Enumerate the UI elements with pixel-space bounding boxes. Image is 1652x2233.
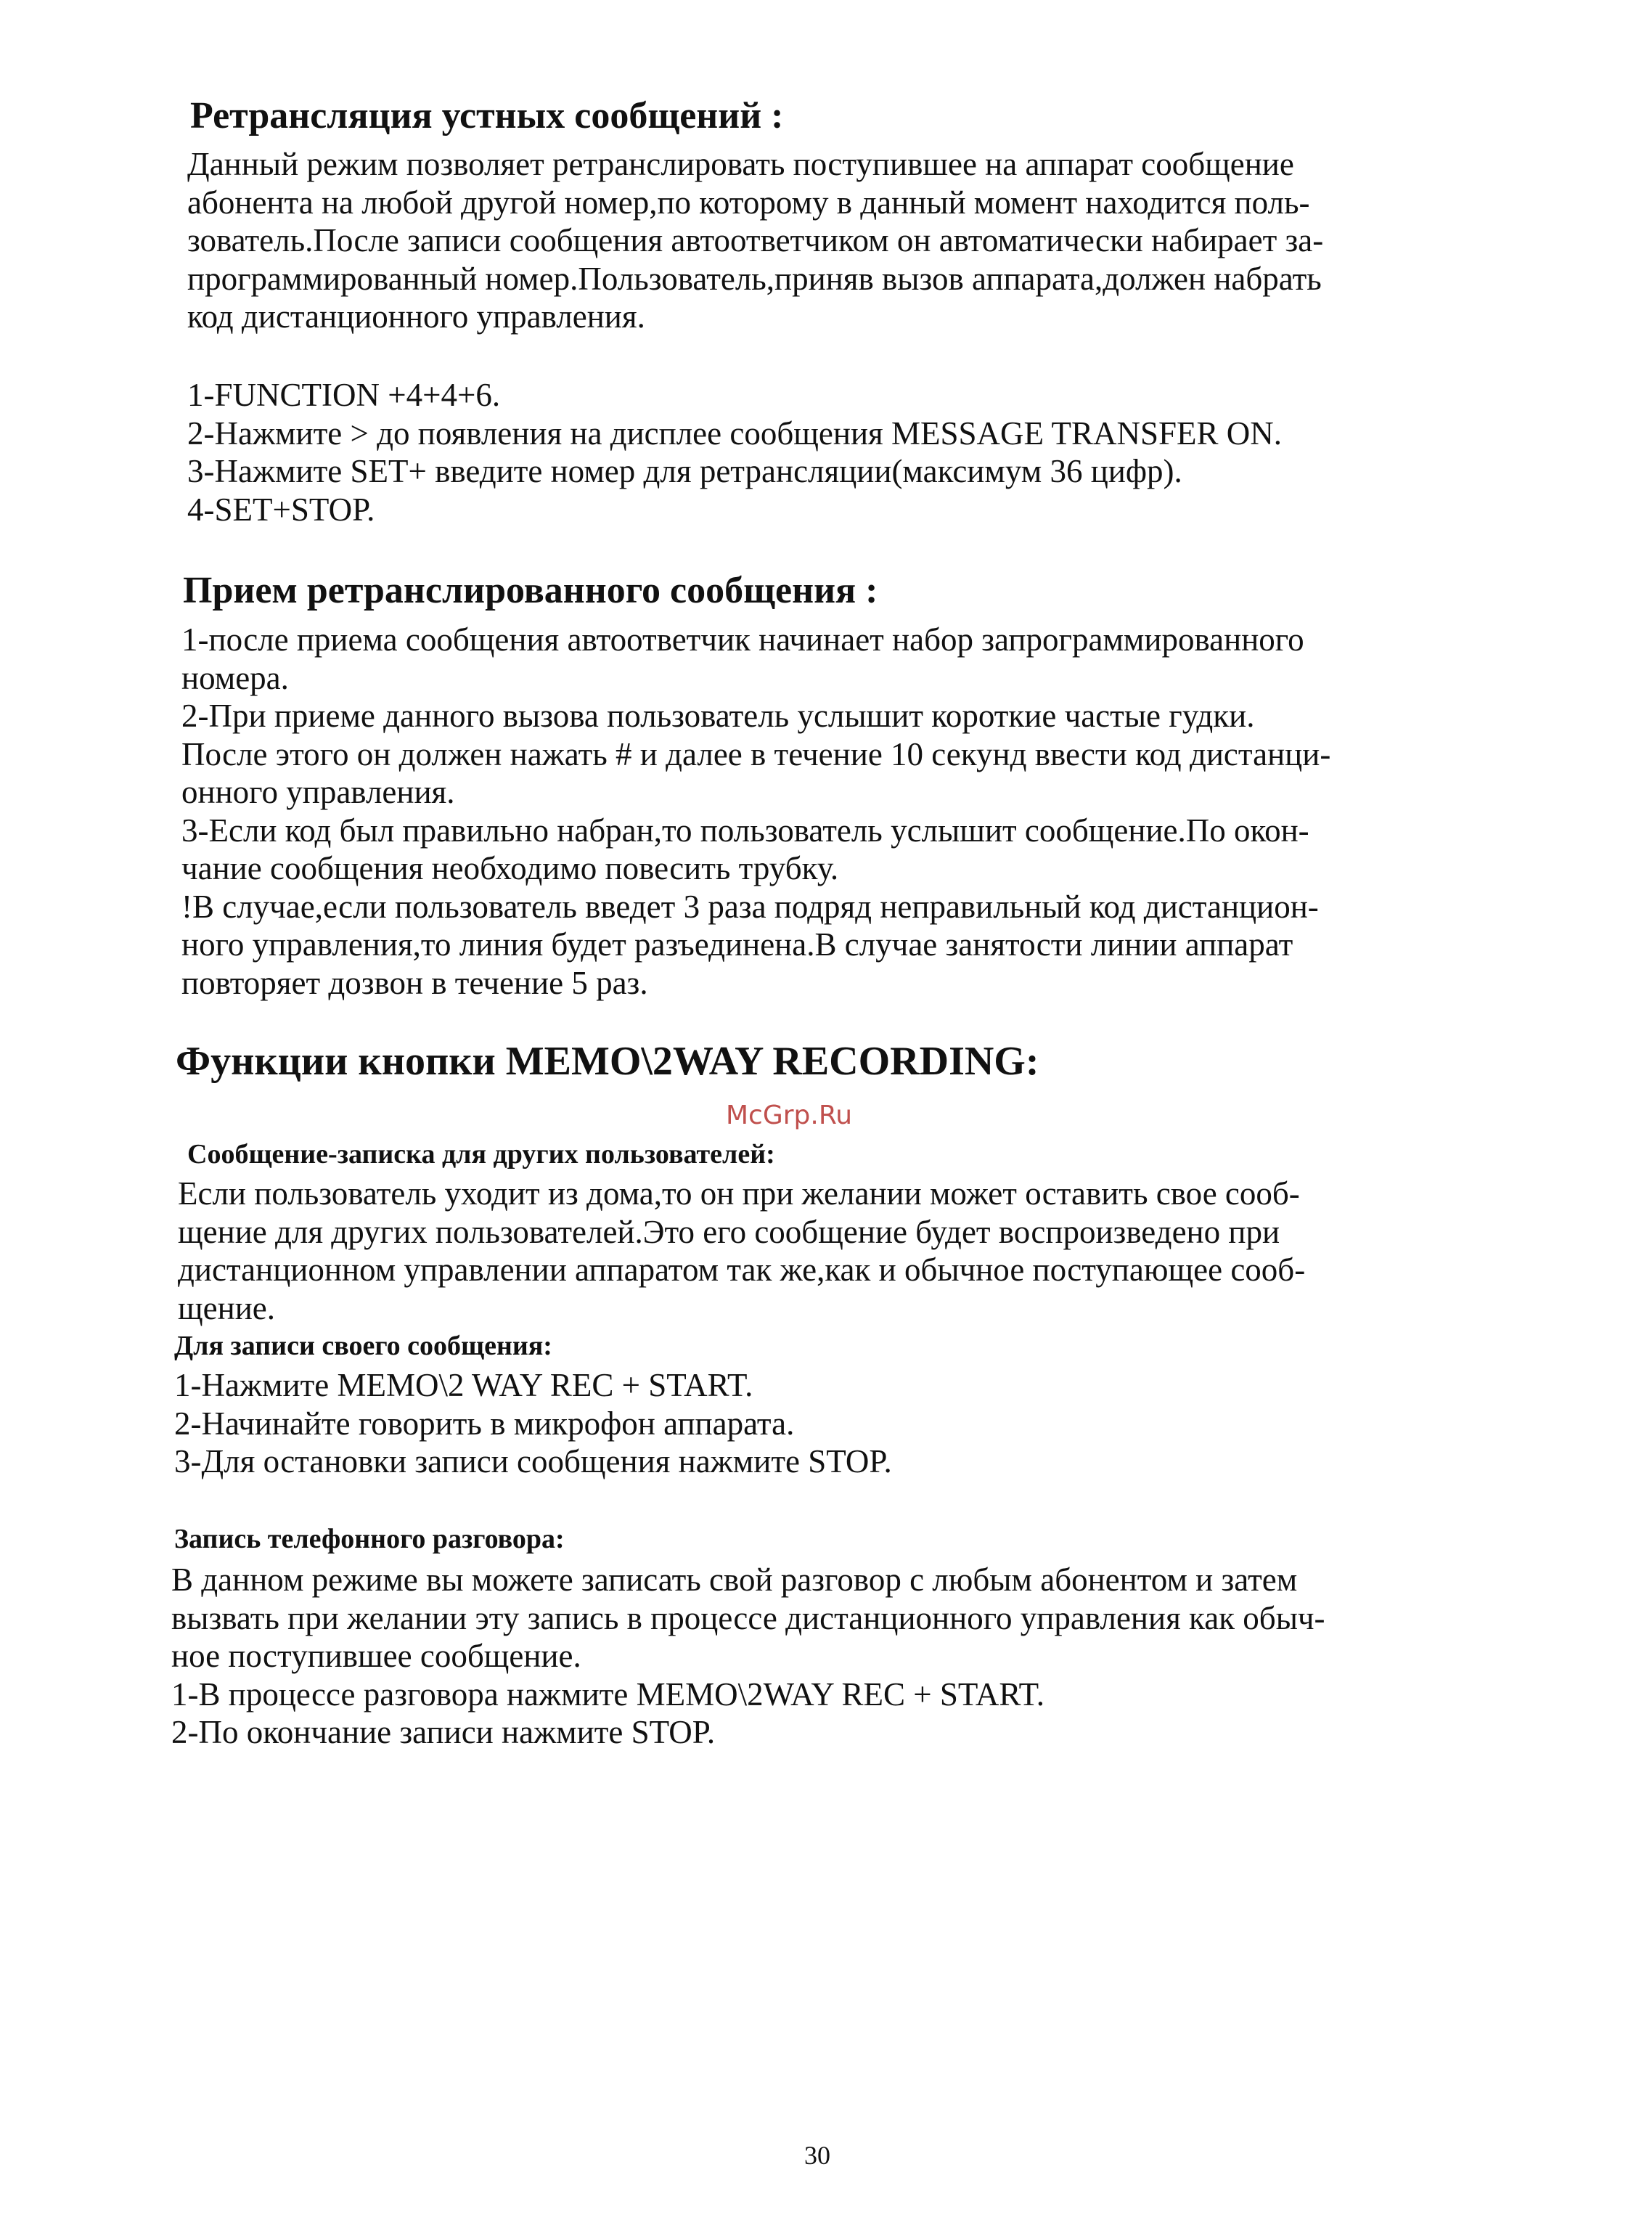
text-line: Если пользователь уходит из дома,то он при желании может оставить свое сооб- [178, 1175, 1300, 1212]
text-line: 3-Если код был правильно набран,то пользователь услышит сообщение.По окон- [181, 812, 1309, 849]
text-line: ное поступившее сообщение. [171, 1638, 581, 1674]
text-line: зователь.После записи сообщения автоответчиком он автоматически набирает за- [187, 222, 1324, 258]
step-item: 1-FUNCTION +4+4+6. [187, 377, 501, 413]
text-line: номера. [181, 659, 289, 696]
section-paragraph-receive-transfer [181, 621, 1330, 1002]
page-number: 30 [804, 2141, 830, 2170]
section-heading-memo-2way: Функции кнопки MEMO\2WAY RECORDING: [176, 1039, 1039, 1084]
text-line: чание сообщения необходимо повесить трубку. [181, 850, 839, 886]
subheading-memo: Сообщение-записка для других пользователей: [187, 1139, 775, 1169]
step-item: 2-По окончание записи нажмите STOP. [171, 1714, 716, 1750]
text-line: код дистанционного управления. [187, 298, 645, 335]
text-line: Данный режим позволяет ретранслировать поступившее на аппарат сообщение [187, 146, 1294, 182]
paragraph-memo [178, 1175, 1305, 1327]
text-line: ного управления,то линия будет разъединена.В случае занятости линии аппарат [181, 926, 1293, 963]
subheading-record-own: Для записи своего сообщения: [174, 1331, 552, 1361]
text-line: В данном режиме вы можете записать свой разговор с любым абонентом и затем [171, 1562, 1298, 1598]
step-list-record-own [174, 1366, 892, 1481]
text-line: щение. [178, 1289, 276, 1326]
step-item: 4-SET+STOP. [187, 491, 375, 528]
watermark-text: McGrp.Ru [726, 1101, 853, 1130]
section-heading-message-transfer: Ретрансляция устных сообщений : [190, 95, 784, 136]
text-line: онного управления. [181, 774, 455, 810]
step-list-message-transfer [187, 376, 1282, 528]
section-paragraph-message-transfer [187, 145, 1323, 336]
text-line: абонента на любой другой номер,по которому в данный момент находится поль- [187, 184, 1310, 221]
step-item: 1-Нажмите MEMO\2 WAY REC + START. [174, 1367, 753, 1403]
text-line: 2-При приеме данного вызова пользователь услышит короткие частые гудки. [181, 698, 1255, 734]
text-line: вызвать при желании эту запись в процессе дистанционного управления как обыч- [171, 1599, 1325, 1636]
step-item: 3-Для остановки записи сообщения нажмите STOP. [174, 1443, 892, 1479]
text-line: повторяет дозвон в течение 5 раз. [181, 964, 648, 1001]
step-item: 3-Нажмите SET+ введите номер для ретрансляции(максимум 36 цифр). [187, 453, 1182, 489]
step-item: 2-Нажмите > до появления на дисплее сообщения MESSAGE TRANSFER ON. [187, 415, 1283, 452]
step-item: 1-В процессе разговора нажмите MEMO\2WAY REC + START. [171, 1675, 1045, 1712]
text-line: !В случае,если пользователь введет 3 раза подряд неправильный код дистанцион- [181, 888, 1319, 925]
paragraph-record-call [171, 1561, 1325, 1752]
section-heading-receive-transfer: Прием ретранслированного сообщения : [183, 570, 878, 611]
subheading-record-call: Запись телефонного разговора: [174, 1524, 565, 1554]
text-line: дистанционном управлении аппаратом так же,как и обычное поступающее сооб- [178, 1252, 1306, 1288]
step-item: 2-Начинайте говорить в микрофон аппарата. [174, 1405, 795, 1442]
text-line: программированный номер.Пользователь,приняв вызов аппарата,должен набрать [187, 260, 1322, 297]
text-line: 1-после приема сообщения автоответчик начинает набор запрограммированного [181, 621, 1304, 658]
text-line: щение для других пользователей.Это его сообщение будет воспроизведено при [178, 1213, 1280, 1250]
text-line: После этого он должен нажать # и далее в течение 10 секунд ввести код дистанци- [181, 735, 1331, 772]
